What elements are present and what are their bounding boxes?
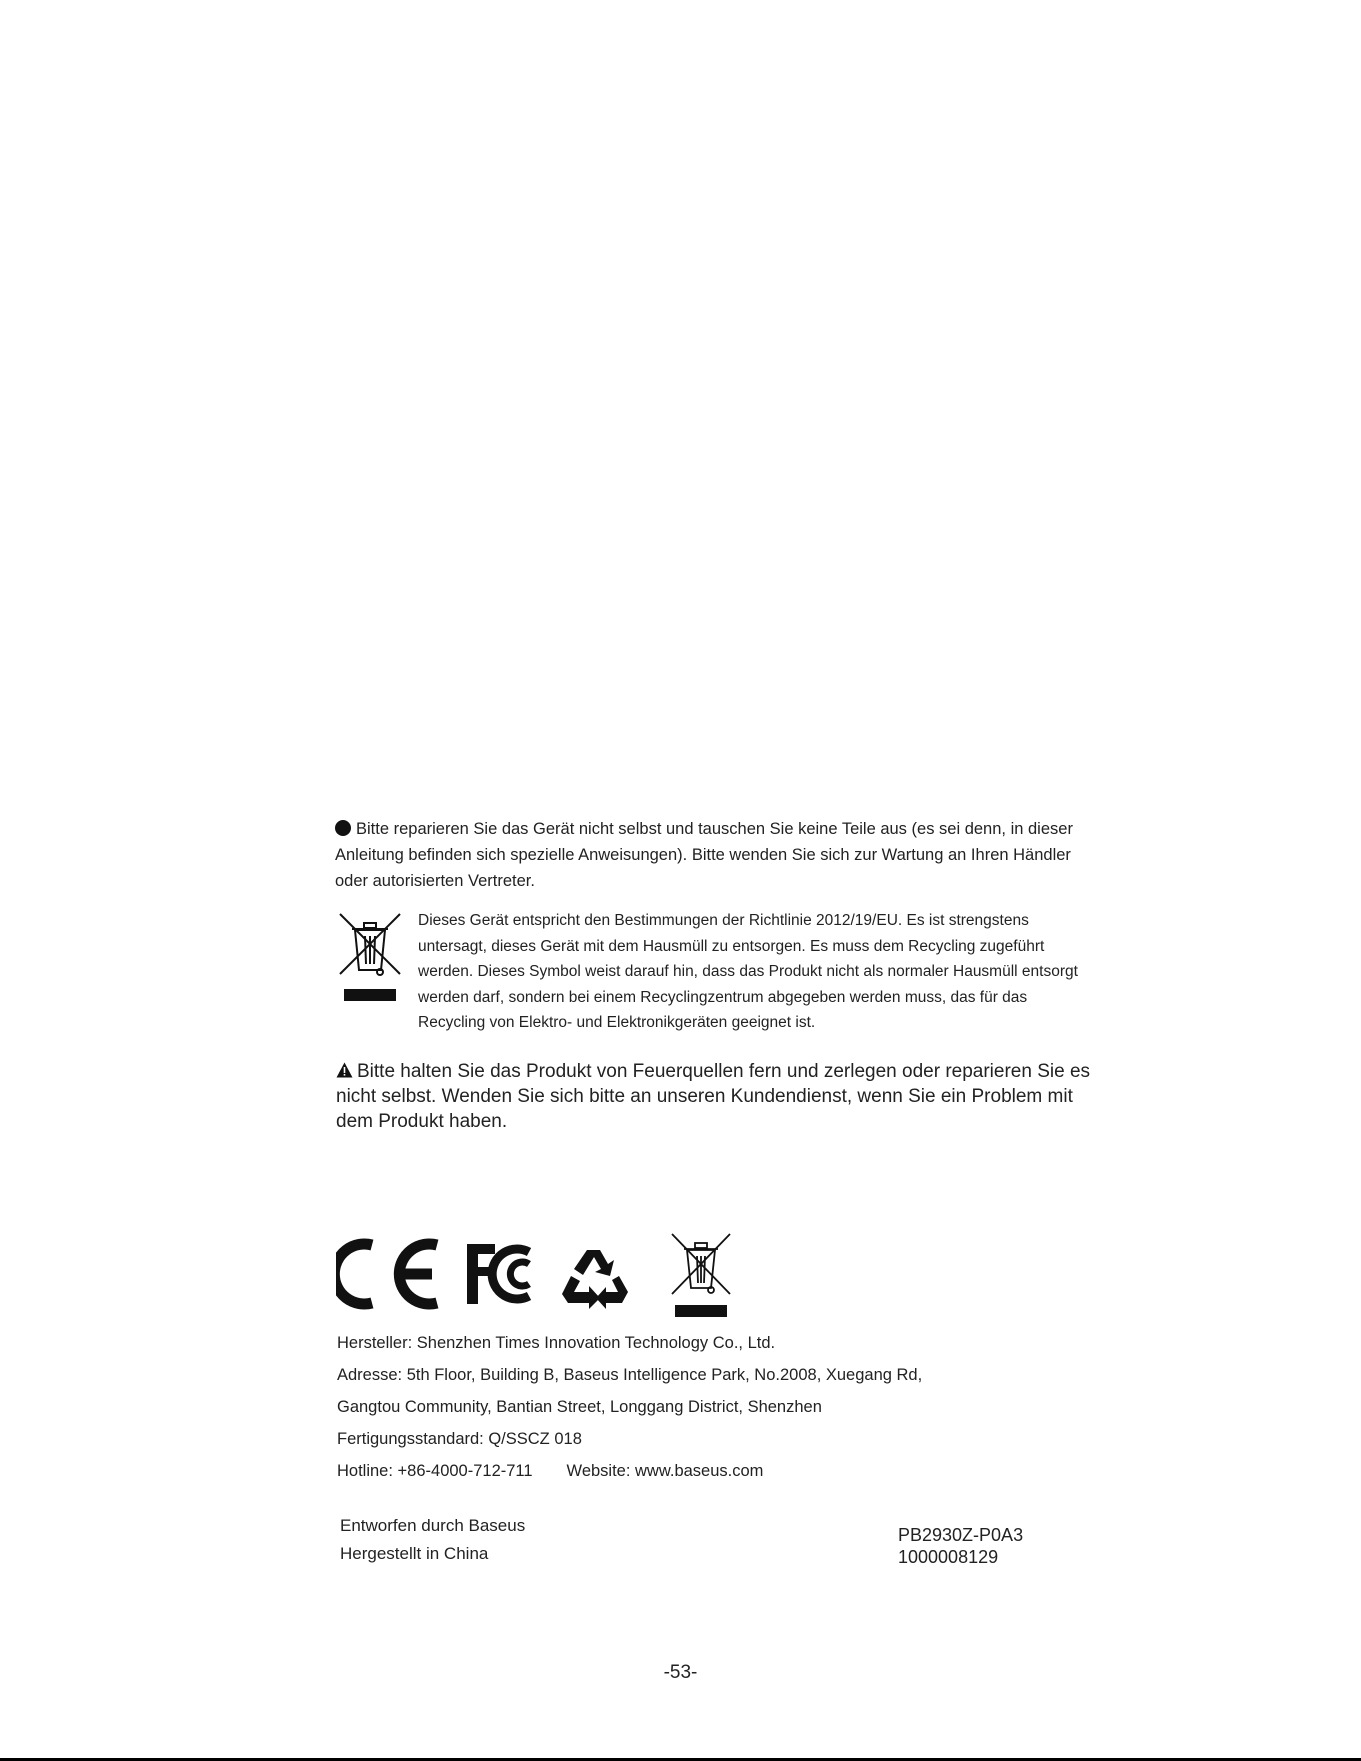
- recycling-icon: [562, 1250, 628, 1309]
- footer-right: [898, 1524, 1148, 1568]
- page-number: -53-: [663, 1662, 698, 1683]
- address-line-1: Adresse: 5th Floor, Building B, Baseus Intelligence Park, No.2008, Xuegang Rd,: [337, 1366, 923, 1384]
- address-line-2: Gangtou Community, Bantian Street, Longgang District, Shenzhen: [337, 1398, 822, 1416]
- serial-number: 1000008129: [898, 1547, 999, 1567]
- hotline: Hotline: +86-4000-712-711: [337, 1462, 533, 1480]
- certification-logos: [336, 1232, 736, 1322]
- bullet-icon: [335, 820, 351, 836]
- fire-warning-text: Bitte halten Sie das Produkt von Feuerquellen fern und zerlegen oder reparieren Sie es nicht selbst. Wenden Sie sich bitte an unseren Kundendienst, wenn Sie ein Problem mit dem Produkt haben.: [336, 1061, 1091, 1132]
- fire-warning: [336, 1059, 1096, 1134]
- manufacturing-standard: Fertigungsstandard: Q/SSCZ 018: [337, 1430, 582, 1448]
- product-code: PB2930Z-P0A3: [898, 1525, 1024, 1545]
- designed-by: Entworfen durch Baseus: [340, 1516, 526, 1535]
- repair-notice: [335, 816, 1100, 894]
- weee-notice-text: Dieses Gerät entspricht den Bestimmungen der Richtlinie 2012/19/EU. Es ist strengstens untersagt, dieses Gerät mit dem Hausmüll zu entsorgen. Es muss dem Recycling zugeführt werden. Dieses Symbol weist darauf hin, dass das Produkt nicht als normaler Hausmüll entsorgt werden darf, sondern bei einem Recyclingzentrum abgegeben werden muss, das für das Recycling von Elektro- und Elektronikgeräten geeignet ist.: [418, 912, 1078, 1031]
- fcc-logo-icon: [467, 1244, 529, 1304]
- ce-mark-icon: [336, 1244, 437, 1304]
- contact-line: [337, 1460, 1037, 1482]
- weee-crossed-bin-icon: [336, 910, 404, 1006]
- repair-notice-text: Bitte reparieren Sie das Gerät nicht selbst und tauschen Sie keine Teile aus (es sei denn, in dieser Anleitung befinden sich spezielle Anweisungen). Bitte wenden Sie sich zur Wartung an Ihren Händler oder autorisierten Vertreter.: [335, 820, 1073, 890]
- warning-triangle-icon: [336, 1062, 353, 1078]
- website: Website: www.baseus.com: [566, 1462, 764, 1480]
- footer-left: [340, 1512, 740, 1568]
- manufacturer-line: Hersteller: Shenzhen Times Innovation Technology Co., Ltd.: [337, 1334, 776, 1352]
- made-in: Hergestellt in China: [340, 1544, 489, 1563]
- weee-crossed-bin-icon: [672, 1234, 730, 1317]
